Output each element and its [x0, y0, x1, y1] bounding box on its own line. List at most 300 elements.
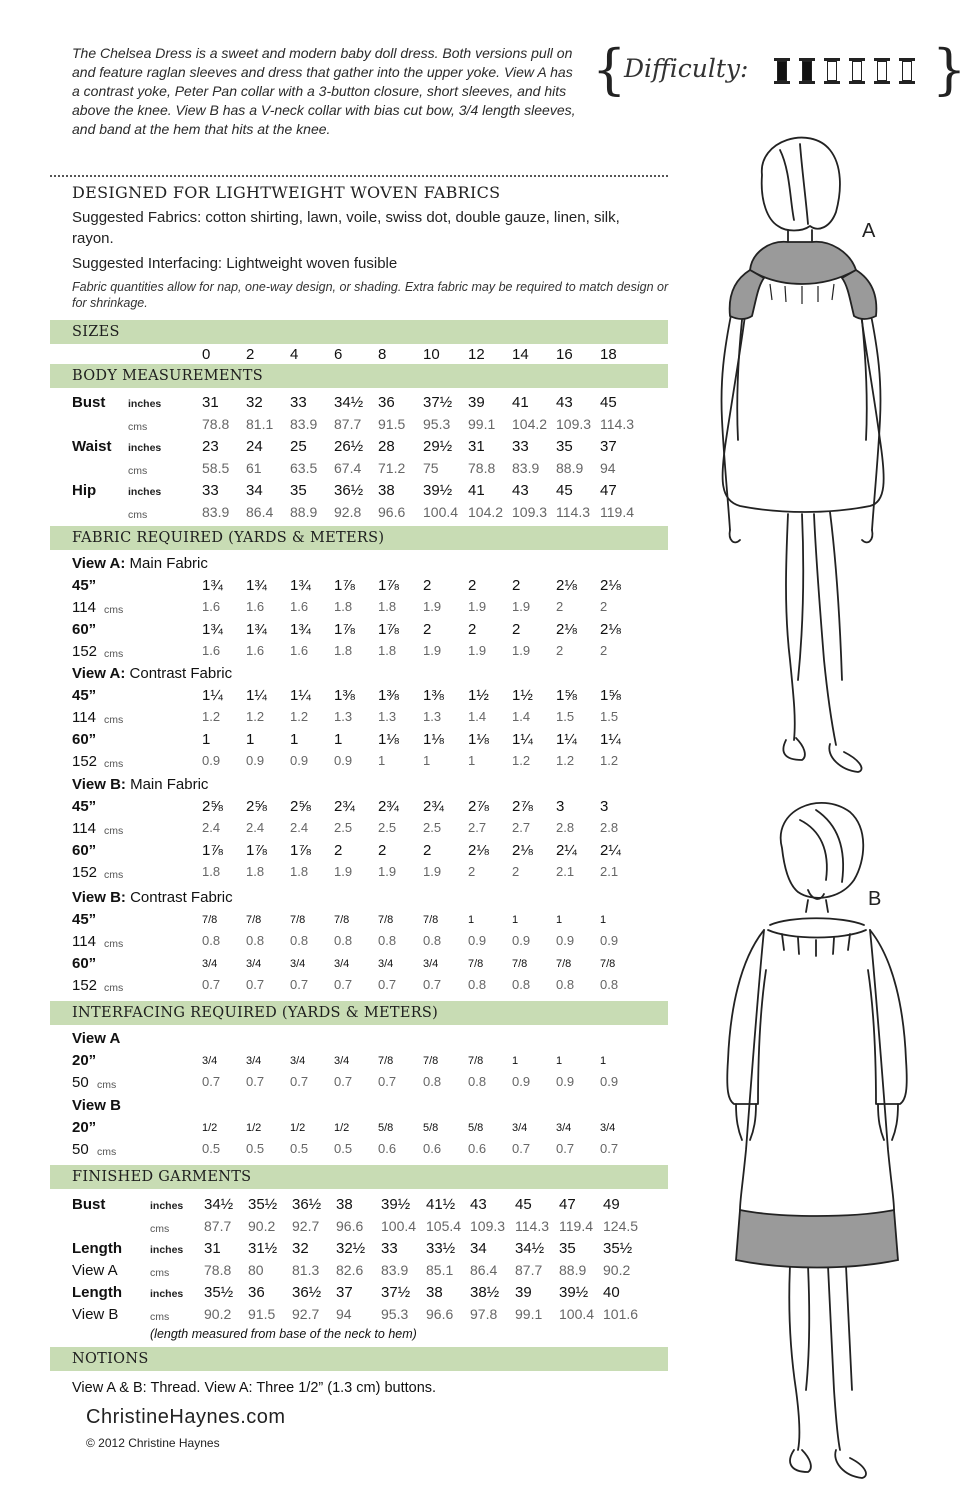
fabric-meters-cell: 2	[556, 599, 564, 614]
interfacing-yards-cell: 3/4	[290, 1055, 306, 1067]
suggested-fabrics: Suggested Fabrics: cotton shirting, lawn, voile, swiss dot, double gauze, linen, silk, rayon.	[72, 209, 620, 247]
fabric-yards-cell: 2⅛	[600, 621, 621, 638]
fabric-meters-cell: 1.5	[556, 709, 575, 724]
garment-inches-cell: 37	[336, 1284, 353, 1301]
interfacing-meters-cell: 0.7	[378, 1074, 397, 1089]
length-note: (length measured from base of the neck to hem)	[150, 1327, 417, 1341]
interfacing-meters-cell: 0.6	[378, 1141, 397, 1156]
unit-label: inches	[150, 1288, 184, 1300]
fabric-yards-cell: 2	[512, 577, 521, 594]
size-header-cell: 6	[334, 346, 343, 363]
fabric-yards-cell: 2⅝	[246, 798, 267, 815]
fabric-meters-cell: 2.8	[556, 820, 575, 835]
interfacing-meters-cell: 0.6	[423, 1141, 442, 1156]
unit-label: inches	[128, 486, 162, 498]
section-finished-garments: FINISHED GARMENTS	[50, 1165, 668, 1189]
fabric-meters-cell: 2	[600, 599, 608, 614]
fabric-yards-cell: 3/4	[290, 958, 306, 970]
fabric-meters-cell: 1.3	[423, 709, 442, 724]
garment-inches-cell: 32	[292, 1240, 309, 1257]
fabric-yards-cell: 2⅛	[556, 621, 577, 638]
fabric-meters-cell: 1.8	[202, 864, 221, 879]
garment-inches-cell: 37½	[381, 1284, 411, 1301]
view-b-illustration	[700, 790, 920, 1490]
garment-inches-cell: 34½	[515, 1240, 545, 1257]
measurement-inches-cell: 43	[512, 482, 529, 499]
fabric-width-label: 45”	[72, 687, 97, 704]
garment-cms-cell: 124.5	[603, 1218, 639, 1234]
fabric-meters-cell: 1.2	[512, 753, 531, 768]
garment-cms-cell: 92.7	[292, 1306, 320, 1322]
fabric-yards-cell: 3/4	[334, 958, 350, 970]
fabric-type: Contrast Fabric	[130, 889, 233, 906]
garment-cms-cell: 85.1	[426, 1262, 454, 1278]
unit-label: inches	[128, 442, 162, 454]
garment-cms-cell: 82.6	[336, 1262, 364, 1278]
measurement-cms-cell: 71.2	[378, 460, 406, 476]
measurement-inches-cell: 41	[512, 394, 529, 411]
fabric-meters-cell: 0.8	[423, 933, 442, 948]
fabric-meters-cell: 2.1	[600, 864, 619, 879]
fabric-yards-cell: 2	[423, 621, 432, 638]
fabric-meters-cell: 1.6	[246, 599, 265, 614]
fabric-yards-cell: 1⅞	[290, 842, 311, 859]
unit-label: inches	[150, 1200, 184, 1212]
garment-view-label: View B	[72, 1306, 119, 1323]
fabric-yards-cell: 1⅛	[468, 731, 489, 748]
fabric-meters-cell: 0.9	[202, 753, 221, 768]
fabric-yards-cell: 1¼	[512, 731, 533, 748]
measurement-inches-cell: 37	[600, 438, 617, 455]
fabric-yards-cell: 1	[600, 914, 607, 926]
fabric-meters-cell: 1.6	[246, 643, 265, 658]
fabric-yards-cell: 3	[556, 798, 565, 815]
section-fabric-required: FABRIC REQUIRED (YARDS & METERS)	[50, 526, 668, 550]
fabric-meters-cell: 1.8	[378, 599, 397, 614]
interfacing-yards-cell: 7/8	[468, 1055, 484, 1067]
fabric-meters-cell: 2.4	[202, 820, 221, 835]
garment-cms-cell: 87.7	[515, 1262, 543, 1278]
unit-label: cms	[128, 509, 148, 521]
notions-text: View A & B: Thread. View A: Three 1/2” (1.3 cm) buttons.	[72, 1380, 437, 1396]
section-notions: NOTIONS	[50, 1347, 668, 1371]
measurement-cms-cell: 81.1	[246, 416, 274, 432]
garment-cms-cell: 90.2	[204, 1306, 232, 1322]
interfacing-meters-cell: 0.7	[512, 1141, 531, 1156]
copyright: © 2012 Christine Haynes	[86, 1436, 220, 1450]
section-body-measurements: BODY MEASUREMENTS	[50, 364, 668, 388]
measurement-cms-cell: 83.9	[512, 460, 540, 476]
measurement-cms-cell: 67.4	[334, 460, 362, 476]
fabric-meters-cell: 0.9	[290, 753, 309, 768]
fabric-meters-cell: 2.8	[600, 820, 619, 835]
fabric-meters-cell: 2	[468, 864, 476, 879]
measurement-cms-cell: 83.9	[202, 504, 230, 520]
section-interfacing-required: INTERFACING REQUIRED (YARDS & METERS)	[50, 1001, 668, 1025]
measurement-cms-cell: 63.5	[290, 460, 318, 476]
interfacing-meters-cell: 0.5	[290, 1141, 309, 1156]
fabric-meters-cell: 1.9	[468, 643, 487, 658]
interfacing-yards-cell: 3/4	[556, 1122, 572, 1134]
view-b-label: B	[868, 888, 882, 910]
fabric-meters-cell: 1.9	[423, 643, 442, 658]
garment-inches-cell: 47	[559, 1196, 576, 1213]
fabric-yards-cell: 2⅛	[556, 577, 577, 594]
measurement-inches-cell: 33	[512, 438, 529, 455]
unit-label: cms	[104, 825, 124, 837]
size-header-cell: 14	[512, 346, 529, 363]
garment-cms-cell: 81.3	[292, 1262, 320, 1278]
interfacing-meters-cell: 0.8	[468, 1074, 487, 1089]
fabric-yards-cell: 1⅞	[334, 621, 355, 638]
fabric-meters-cell: 0.7	[423, 977, 442, 992]
website: ChristineHaynes.com	[86, 1406, 286, 1428]
fabric-yards-cell: 2¾	[334, 798, 355, 815]
garment-cms-cell: 80	[248, 1262, 264, 1278]
interfacing-yards-cell: 3/4	[202, 1055, 218, 1067]
fabric-yards-cell: 2¼	[556, 842, 577, 859]
interfacing-yards-cell: 1	[512, 1055, 519, 1067]
interfacing-yards-cell: 5/8	[378, 1122, 394, 1134]
fabric-yards-cell: 2⅝	[290, 798, 311, 815]
garment-inches-cell: 35½	[603, 1240, 633, 1257]
intro-description: The Chelsea Dress is a sweet and modern baby doll dress. Both versions pull on and feature raglan sleeves and dress that gather into the upper yoke. View A has a contrast yoke, Peter Pan collar with a 3-button closure, short sleeves, and hits above the knee. View B has a V-neck collar with bias cut bow, 3/4 length sleeves, and band at the hem that hits at the knee.	[72, 45, 576, 137]
spool-filled-icon	[799, 58, 815, 84]
interfacing-meters-cell: 0.7	[556, 1141, 575, 1156]
fabric-yards-cell: 1	[202, 731, 211, 748]
fabric-meters-cell: 2.5	[378, 820, 397, 835]
section-sizes: SIZES	[50, 320, 668, 344]
fabric-yards-cell: 1¼	[290, 687, 311, 704]
garment-inches-cell: 34½	[204, 1196, 234, 1213]
garment-inches-cell: 35½	[248, 1196, 278, 1213]
garment-cms-cell: 87.7	[204, 1218, 232, 1234]
fabric-meters-cell: 2.1	[556, 864, 575, 879]
garment-inches-cell: 39	[515, 1284, 532, 1301]
fabric-meters-cell: 1.8	[378, 643, 397, 658]
garment-cms-cell: 100.4	[381, 1218, 417, 1234]
fabric-meters-cell: 1.9	[378, 864, 397, 879]
fabric-width-label: 45”	[72, 798, 97, 815]
garment-inches-cell: 41½	[426, 1196, 456, 1213]
fabric-meters-cell: 1.6	[202, 599, 221, 614]
fabric-meters-cell: 1.9	[468, 599, 487, 614]
fabric-view-name: View B:	[72, 776, 126, 793]
interfacing-yards-cell: 1/2	[246, 1122, 262, 1134]
fabric-meters-cell: 1.5	[600, 709, 619, 724]
right-brace-icon: }	[932, 38, 967, 101]
fabric-view-name: View A:	[72, 555, 126, 572]
fabric-yards-cell: 2⅛	[512, 842, 533, 859]
dotted-divider	[50, 175, 668, 177]
fabric-meters-cell: 1.9	[423, 599, 442, 614]
fabric-meters-cell: 1.8	[334, 643, 353, 658]
interfacing-yards-cell: 3/4	[600, 1122, 616, 1134]
measurement-inches-cell: 24	[246, 438, 263, 455]
fabric-meters-cell: 0.8	[378, 933, 397, 948]
unit-label: cms	[104, 982, 124, 994]
interfacing-yards-cell: 1	[556, 1055, 563, 1067]
measurement-inches-cell: 34½	[334, 394, 364, 411]
fabric-yards-cell: 1¾	[202, 621, 223, 638]
fabric-yards-cell: 1⅞	[334, 577, 355, 594]
interfacing-meters-cell: 0.7	[600, 1141, 619, 1156]
garment-inches-cell: 36	[248, 1284, 265, 1301]
measurement-cms-cell: 104.2	[512, 416, 548, 432]
spool-empty-icon	[849, 58, 865, 84]
fabric-meters-cell: 1.6	[290, 599, 309, 614]
fabric-yards-cell: 1¾	[290, 621, 311, 638]
left-brace-icon: {	[592, 38, 627, 101]
measurement-label: Hip	[72, 482, 97, 499]
measurement-label: Bust	[72, 394, 106, 411]
garment-inches-cell: 35	[559, 1240, 576, 1257]
interfacing-meters-cell: 0.6	[468, 1141, 487, 1156]
fabric-yards-cell: 1⅜	[334, 687, 355, 704]
measurement-label: Waist	[72, 438, 112, 455]
measurement-inches-cell: 25	[290, 438, 307, 455]
interfacing-meters-cell: 0.9	[556, 1074, 575, 1089]
measurement-inches-cell: 31	[468, 438, 485, 455]
fabric-meters-cell: 0.9	[600, 933, 619, 948]
fabric-yards-cell: 1⅝	[600, 687, 621, 704]
fabric-yards-cell: 2	[468, 577, 477, 594]
fabric-yards-cell: 1½	[468, 687, 489, 704]
measurement-inches-cell: 32	[246, 394, 263, 411]
fabric-meters-cell: 0.7	[202, 977, 221, 992]
fabric-yards-cell: 2⅞	[468, 798, 489, 815]
garment-cms-cell: 88.9	[559, 1262, 587, 1278]
measurement-cms-cell: 58.5	[202, 460, 230, 476]
interfacing-yards-cell: 1	[600, 1055, 607, 1067]
fabric-yards-cell: 1⅛	[378, 731, 399, 748]
fabric-yards-cell: 2⅞	[512, 798, 533, 815]
measurement-cms-cell: 91.5	[378, 416, 406, 432]
garment-inches-cell: 38½	[470, 1284, 500, 1301]
fabric-yards-cell: 7/8	[468, 958, 484, 970]
interfacing-meters-cell: 0.7	[290, 1074, 309, 1089]
garment-inches-cell: 39½	[381, 1196, 411, 1213]
fabric-yards-cell: 2⅛	[600, 577, 621, 594]
fabric-meters-cell: 0.7	[378, 977, 397, 992]
fabric-meters-cell: 1.4	[512, 709, 531, 724]
unit-label: cms	[150, 1267, 170, 1279]
measurement-inches-cell: 37½	[423, 394, 453, 411]
fabric-yards-cell: 3/4	[423, 958, 439, 970]
interfacing-width-label: 20”	[72, 1119, 97, 1136]
fabric-meters-cell: 2.7	[468, 820, 487, 835]
unit-label: cms	[104, 758, 124, 770]
garment-inches-cell: 39½	[559, 1284, 589, 1301]
interfacing-yards-cell: 1/2	[290, 1122, 306, 1134]
fabric-meters-cell: 1.6	[202, 643, 221, 658]
fabric-yards-cell: 2	[468, 621, 477, 638]
fabric-yards-cell: 2¾	[378, 798, 399, 815]
size-header-cell: 18	[600, 346, 617, 363]
fabric-yards-cell: 2	[512, 621, 521, 638]
fabric-yards-cell: 7/8	[378, 914, 394, 926]
measurement-cms-cell: 109.3	[556, 416, 592, 432]
unit-label: cms	[128, 421, 148, 433]
fabric-yards-cell: 2⅛	[468, 842, 489, 859]
fabric-yards-cell: 2	[423, 842, 432, 859]
interfacing-yards-cell: 5/8	[423, 1122, 439, 1134]
garment-cms-cell: 96.6	[426, 1306, 454, 1322]
size-header-cell: 4	[290, 346, 299, 363]
fabric-yards-cell: 7/8	[556, 958, 572, 970]
garment-cms-cell: 95.3	[381, 1306, 409, 1322]
fabric-yards-cell: 3/4	[246, 958, 262, 970]
fabric-view-name: View A:	[72, 665, 126, 682]
measurement-inches-cell: 39	[468, 394, 485, 411]
fabric-meters-cell: 0.9	[556, 933, 575, 948]
garment-cms-cell: 90.2	[603, 1262, 631, 1278]
unit-label: cms	[104, 714, 124, 726]
garment-cms-cell: 97.8	[470, 1306, 498, 1322]
fabric-meters-cell: 1	[378, 753, 386, 768]
garment-cms-cell: 105.4	[426, 1218, 462, 1234]
difficulty-label: Difficulty:	[624, 54, 749, 83]
garment-inches-cell: 35½	[204, 1284, 234, 1301]
measurement-inches-cell: 29½	[423, 438, 453, 455]
measurement-cms-cell: 92.8	[334, 504, 362, 520]
fabric-view-title	[72, 665, 232, 682]
garment-cms-cell: 96.6	[336, 1218, 364, 1234]
fabric-yards-cell: 1	[556, 914, 563, 926]
fabric-yards-cell: 1⅞	[378, 621, 399, 638]
interfacing-meters-cell: 0.7	[202, 1074, 221, 1089]
fabric-width-metric: 152	[72, 643, 98, 660]
fabric-yards-cell: 1¼	[556, 731, 577, 748]
fabric-width-label: 60”	[72, 842, 97, 859]
fabric-yards-cell: 1⅞	[246, 842, 267, 859]
fabric-meters-cell: 0.8	[334, 933, 353, 948]
fabric-meters-cell: 0.7	[246, 977, 265, 992]
measurement-cms-cell: 87.7	[334, 416, 362, 432]
fabric-meters-cell: 1.8	[246, 864, 265, 879]
measurement-inches-cell: 47	[600, 482, 617, 499]
measurement-cms-cell: 94	[600, 460, 616, 476]
fabric-yards-cell: 1	[290, 731, 299, 748]
fabric-meters-cell: 1.3	[334, 709, 353, 724]
measurement-cms-cell: 95.3	[423, 416, 451, 432]
interfacing-meters-cell: 0.9	[512, 1074, 531, 1089]
unit-label: cms	[97, 1079, 117, 1091]
fabric-width-metric: 114	[72, 709, 96, 726]
fabric-yards-cell: 1¼	[600, 731, 621, 748]
fabric-meters-cell: 0.8	[512, 977, 531, 992]
fabric-width-metric: 152	[72, 864, 98, 881]
interfacing-yards-cell: 7/8	[423, 1055, 439, 1067]
fabric-yards-cell: 2	[423, 577, 432, 594]
garment-label: Length	[72, 1284, 122, 1301]
fabric-yards-cell: 7/8	[246, 914, 262, 926]
fabric-width-metric: 114	[72, 599, 96, 616]
fabric-yards-cell: 7/8	[600, 958, 616, 970]
fabric-width-metric: 152	[72, 977, 98, 994]
fabric-width-metric: 152	[72, 753, 98, 770]
unit-label: inches	[128, 398, 162, 410]
size-header-cell: 0	[202, 346, 211, 363]
measurement-cms-cell: 99.1	[468, 416, 496, 432]
fabric-yards-cell: 7/8	[334, 914, 350, 926]
fabric-yards-cell: 1⅞	[202, 842, 223, 859]
fabric-meters-cell: 0.8	[202, 933, 221, 948]
fabric-yards-cell: 2	[378, 842, 387, 859]
fabric-meters-cell: 0.9	[468, 933, 487, 948]
fabric-meters-cell: 2.5	[423, 820, 442, 835]
interfacing-yards-cell: 1/2	[202, 1122, 218, 1134]
fabric-meters-cell: 0.8	[556, 977, 575, 992]
interfacing-meters-cell: 0.5	[334, 1141, 353, 1156]
size-header-cell: 16	[556, 346, 573, 363]
fabric-yards-cell: 1⅛	[423, 731, 444, 748]
unit-label: cms	[104, 869, 124, 881]
fabric-meters-cell: 0.8	[600, 977, 619, 992]
measurement-inches-cell: 36	[378, 394, 395, 411]
garment-inches-cell: 40	[603, 1284, 620, 1301]
garment-inches-cell: 36½	[292, 1196, 322, 1213]
fabric-yards-cell: 7/8	[512, 958, 528, 970]
garment-cms-cell: 92.7	[292, 1218, 320, 1234]
fabric-meters-cell: 2	[512, 864, 520, 879]
measurement-cms-cell: 96.6	[378, 504, 406, 520]
interfacing-meters-cell: 0.9	[600, 1074, 619, 1089]
fabric-meters-cell: 2.7	[512, 820, 531, 835]
garment-cms-cell: 91.5	[248, 1306, 276, 1322]
measurement-cms-cell: 86.4	[246, 504, 274, 520]
fabric-meters-cell: 2	[600, 643, 608, 658]
garment-inches-cell: 32½	[336, 1240, 366, 1257]
measurement-inches-cell: 36½	[334, 482, 364, 499]
fabric-meters-cell: 0.9	[246, 753, 265, 768]
garment-label: Bust	[72, 1196, 106, 1213]
measurement-inches-cell: 35	[556, 438, 573, 455]
fabric-meters-cell: 0.7	[334, 977, 353, 992]
fabric-yards-cell: 2	[334, 842, 343, 859]
garment-inches-cell: 38	[426, 1284, 443, 1301]
fabric-meters-cell: 1.9	[512, 643, 531, 658]
measurement-inches-cell: 33	[202, 482, 219, 499]
garment-inches-cell: 33	[381, 1240, 398, 1257]
garment-cms-cell: 114.3	[515, 1218, 549, 1234]
fabric-yards-cell: 1¾	[290, 577, 311, 594]
fabric-yards-cell: 3/4	[202, 958, 218, 970]
fabric-yards-cell: 1¼	[202, 687, 223, 704]
measurement-cms-cell: 75	[423, 460, 439, 476]
unit-label: cms	[104, 604, 124, 616]
fabric-meters-cell: 1	[468, 753, 476, 768]
interfacing-meters-cell: 0.7	[246, 1074, 265, 1089]
size-header-cell: 10	[423, 346, 440, 363]
garment-inches-cell: 49	[603, 1196, 620, 1213]
measurement-inches-cell: 38	[378, 482, 395, 499]
fabric-meters-cell: 0.8	[290, 933, 309, 948]
fabric-meters-cell: 0.8	[246, 933, 265, 948]
garment-inches-cell: 45	[515, 1196, 532, 1213]
interfacing-meters-cell: 0.7	[334, 1074, 353, 1089]
fabric-width-label: 45”	[72, 911, 97, 928]
garment-cms-cell: 86.4	[470, 1262, 498, 1278]
fabric-meters-cell: 1.6	[290, 643, 309, 658]
measurement-cms-cell: 100.4	[423, 504, 459, 520]
fabric-yards-cell: 1	[246, 731, 255, 748]
garment-inches-cell: 31½	[248, 1240, 278, 1257]
fabric-yards-cell: 1½	[512, 687, 533, 704]
measurement-inches-cell: 35	[290, 482, 307, 499]
interfacing-yards-cell: 7/8	[378, 1055, 394, 1067]
garment-cms-cell: 94	[336, 1306, 352, 1322]
